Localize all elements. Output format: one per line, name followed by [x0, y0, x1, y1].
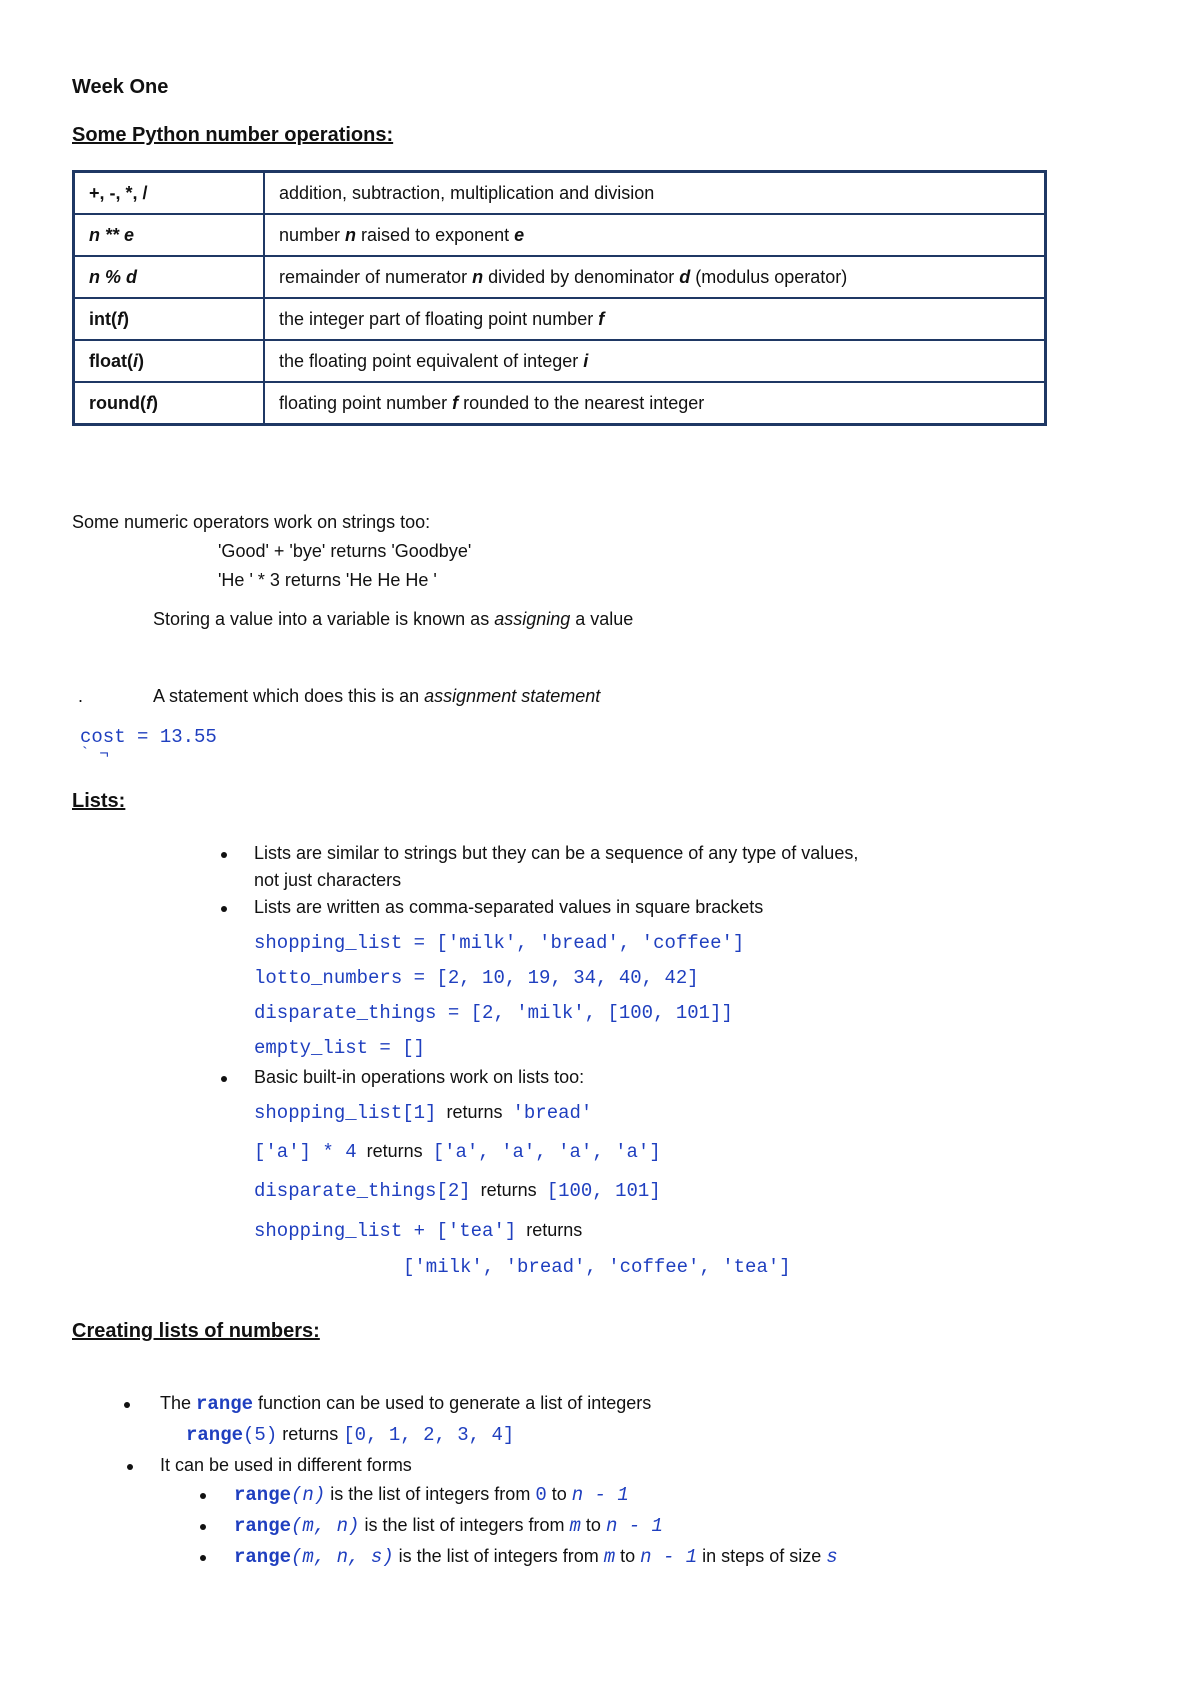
description-cell: floating point number f rounded to the nearest integer — [264, 382, 1046, 425]
number-operations-table — [72, 170, 1047, 426]
operator-cell: int(f) — [74, 298, 265, 340]
list-op-nested-index: disparate_things[2] returns [100, 101] — [254, 1180, 661, 1202]
list-op-concat-result: ['milk', 'bread', 'coffee', 'tea'] — [403, 1256, 791, 1278]
table-row — [74, 214, 1046, 256]
list-op-repeat: ['a'] * 4 returns ['a', 'a', 'a', 'a'] — [254, 1141, 661, 1163]
operator-cell: float(i) — [74, 340, 265, 382]
range-form-m-n-s: range(m, n, s) is the list of integers from m to n - 1 in steps of size s — [234, 1546, 838, 1568]
bullet — [124, 1402, 130, 1408]
table-row — [74, 298, 1046, 340]
page-title: Week One — [72, 76, 169, 98]
bullet — [221, 1076, 227, 1082]
code-shopping-list: shopping_list = ['milk', 'bread', 'coffee'] — [254, 932, 745, 954]
range-bullet-2: It can be used in different forms — [160, 1455, 412, 1475]
truncated-code-line: ` ¬ — [80, 745, 109, 763]
assigning-note: Storing a value into a variable is known as assigning a value — [153, 609, 634, 629]
string-example-concat: 'Good' + 'bye' returns 'Goodbye' — [218, 541, 472, 561]
operator-cell: n % d — [74, 256, 265, 298]
code-empty-list: empty_list = [] — [254, 1037, 426, 1059]
description-cell: addition, subtraction, multiplication and division — [264, 172, 1046, 215]
string-example-repeat: 'He ' * 3 returns 'He He He ' — [218, 570, 437, 590]
operator-cell: round(f) — [74, 382, 265, 425]
code-disparate-things: disparate_things = [2, 'milk', [100, 101]] — [254, 1002, 733, 1024]
assignment-statement-note: A statement which does this is an assignment statement — [153, 686, 601, 706]
bullet — [200, 1493, 206, 1499]
range-example: range(5) returns [0, 1, 2, 3, 4] — [186, 1424, 515, 1446]
range-bullet-1: The range function can be used to generate a list of integers — [160, 1393, 652, 1415]
bullet — [221, 852, 227, 858]
strings-intro: Some numeric operators work on strings too: — [72, 512, 431, 532]
list-op-index: shopping_list[1] returns 'bread' — [254, 1102, 593, 1124]
operator-cell: n ** e — [74, 214, 265, 256]
section-heading-creating-lists: Creating lists of numbers: — [72, 1320, 320, 1342]
range-form-n: range(n) is the list of integers from 0 to n - 1 — [234, 1484, 629, 1506]
section-heading-number-operations: Some Python number operations: — [72, 124, 394, 146]
lists-bullet-1-line-2: not just characters — [254, 870, 402, 890]
description-cell: the floating point equivalent of integer i — [264, 340, 1046, 382]
operator-cell: +, -, *, / — [74, 172, 265, 215]
code-lotto-numbers: lotto_numbers = [2, 10, 19, 34, 40, 42] — [254, 967, 699, 989]
list-op-concat: shopping_list + ['tea'] returns — [254, 1220, 583, 1242]
description-cell: the integer part of floating point number f — [264, 298, 1046, 340]
table-row — [74, 172, 1046, 215]
range-form-m-n: range(m, n) is the list of integers from m to n - 1 — [234, 1515, 663, 1537]
bullet — [200, 1555, 206, 1561]
lists-bullet-3: Basic built-in operations work on lists too: — [254, 1067, 585, 1087]
section-heading-lists: Lists: — [72, 790, 126, 812]
assignment-code: cost = 13.55 — [80, 726, 217, 748]
bullet — [200, 1524, 206, 1530]
description-cell: remainder of numerator n divided by denominator d (modulus operator) — [264, 256, 1046, 298]
table-row — [74, 340, 1046, 382]
lists-bullet-1-line-1: Lists are similar to strings but they can be a sequence of any type of values, — [254, 843, 859, 863]
table-row — [74, 382, 1046, 425]
bullet — [221, 906, 227, 912]
description-cell: number n raised to exponent e — [264, 214, 1046, 256]
lists-bullet-2: Lists are written as comma-separated values in square brackets — [254, 897, 764, 917]
bullet-dot: . — [78, 686, 84, 706]
bullet — [127, 1464, 133, 1470]
table-row — [74, 256, 1046, 298]
